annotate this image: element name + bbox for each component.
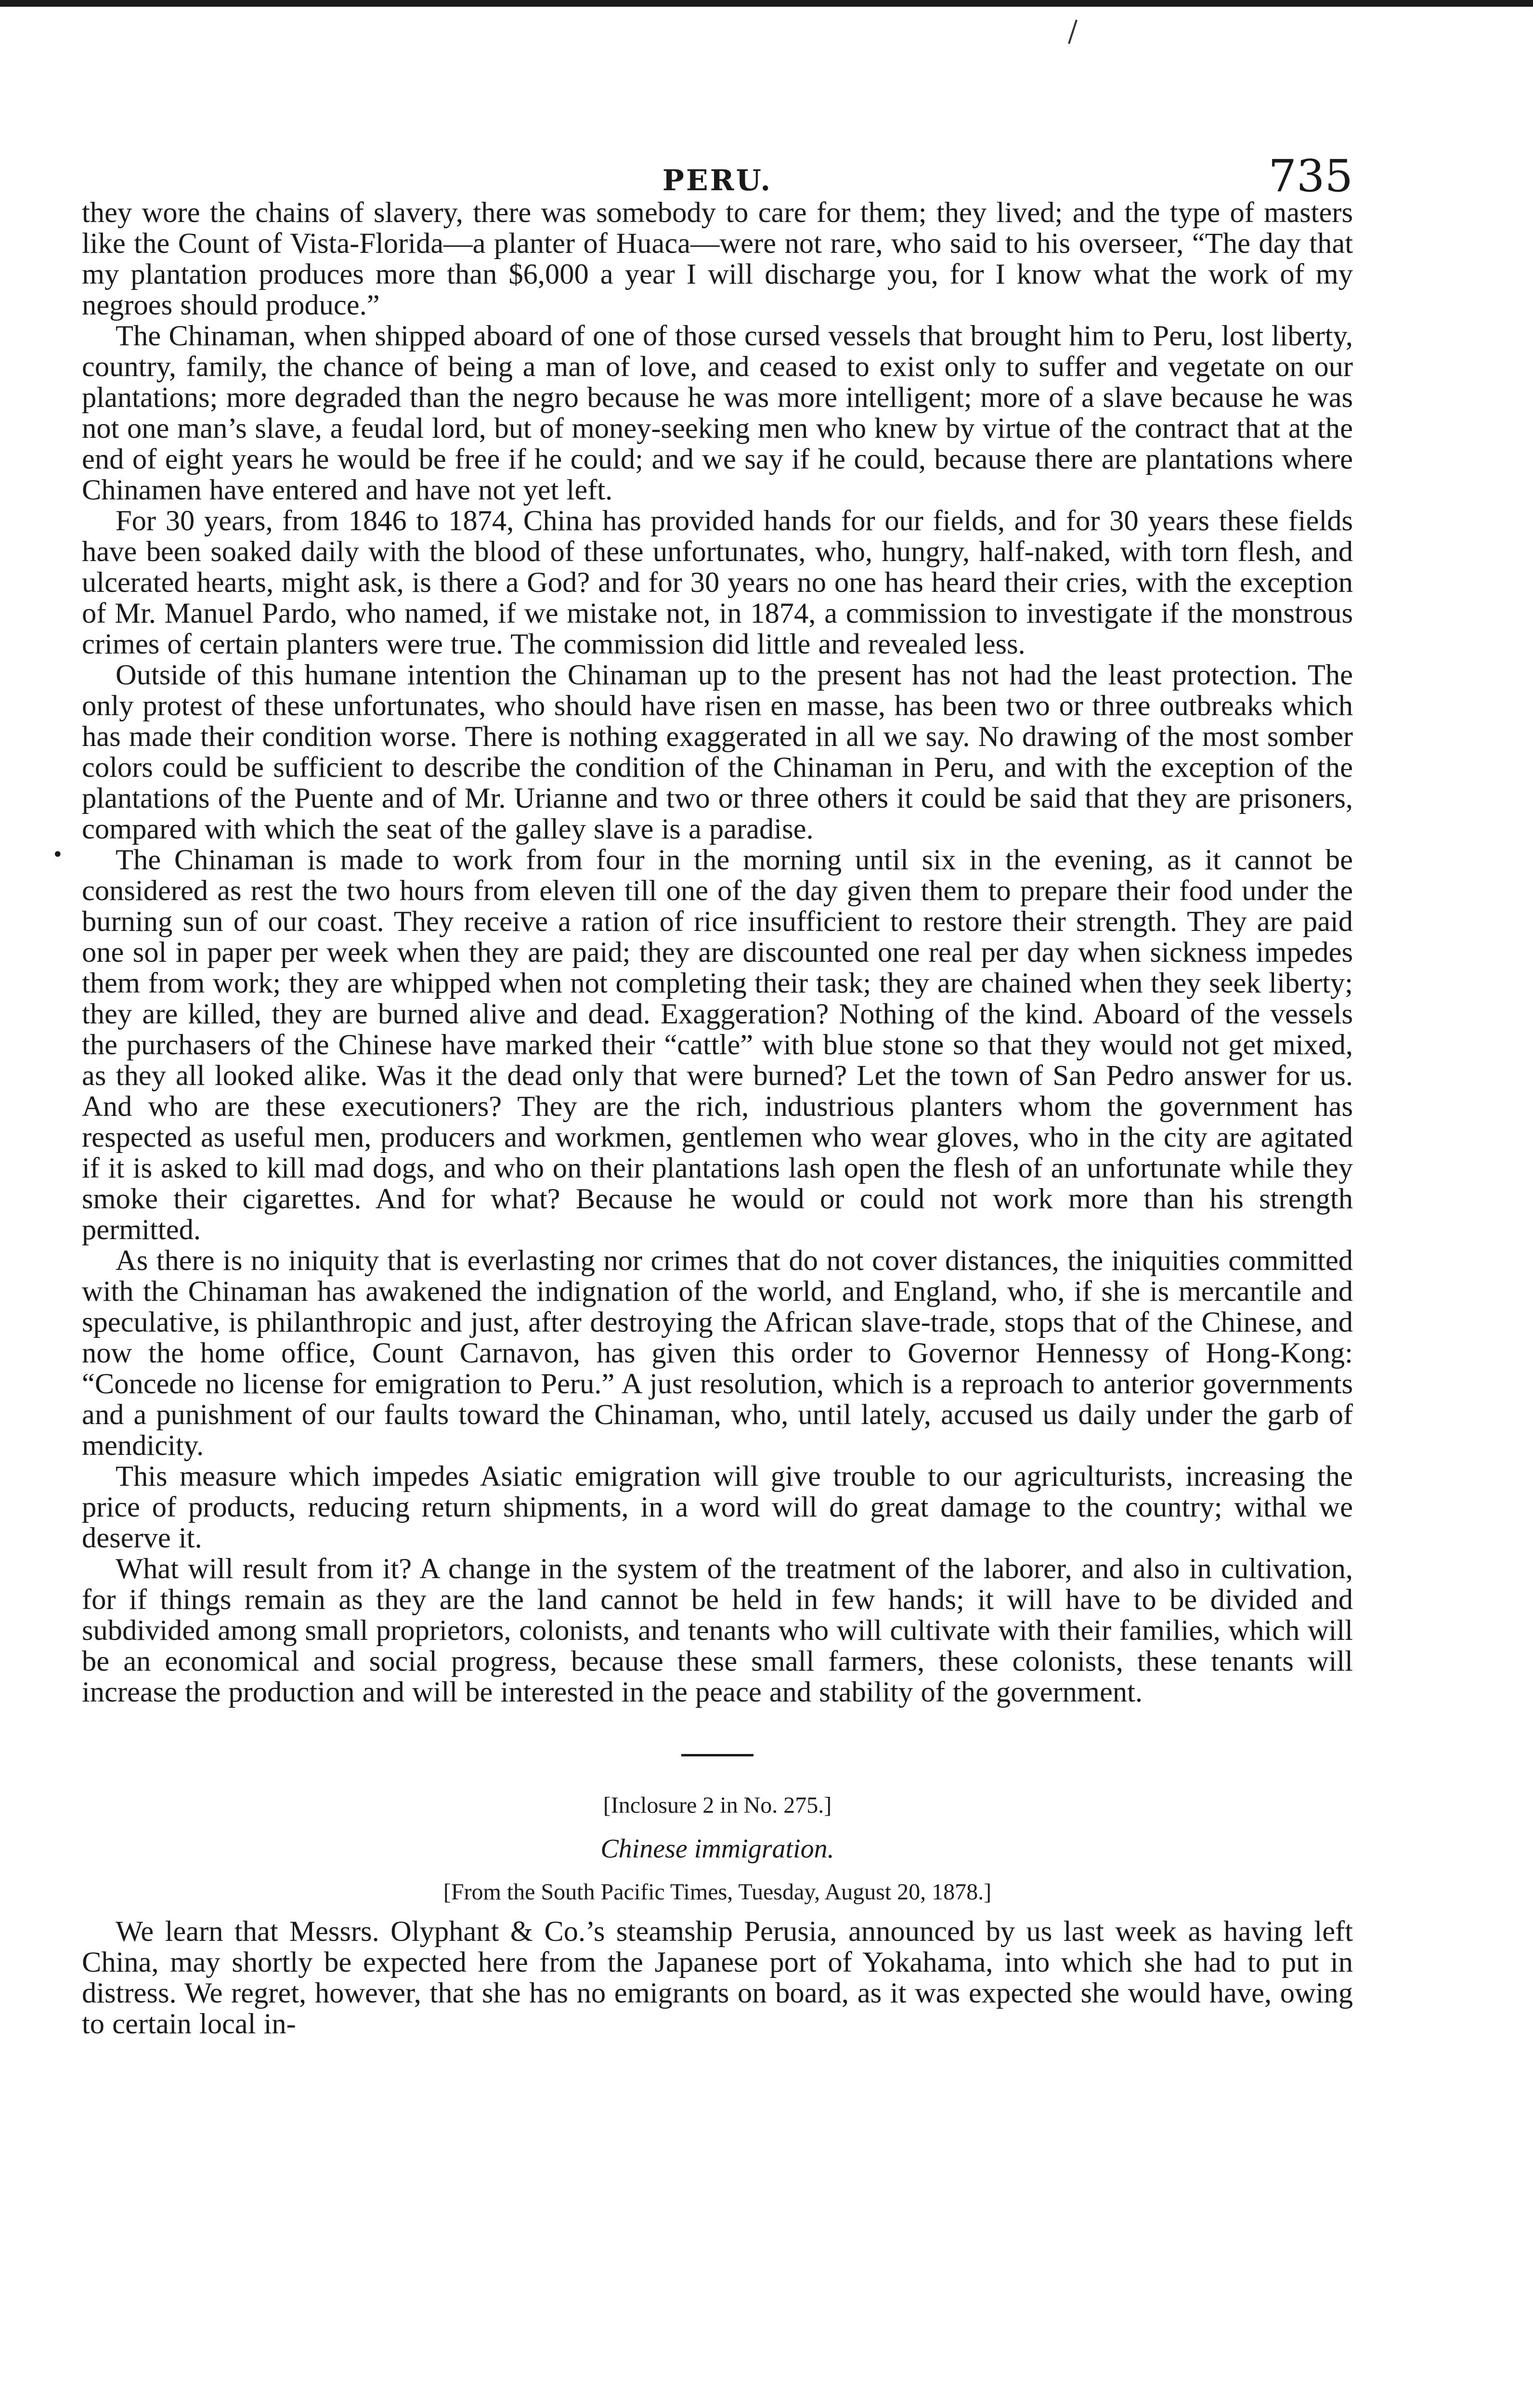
paragraph-8: What will result from it? A change in the system of the treatment of the laborer, and also in cultivation, for if things remain as they are the land cannot be held in few hands; it will have to be divided and subdivided among small proprietors, colonists, and tenants who will cultivate with their families, which will be an economical and social progress, because these small farmers, these colonists, these tenants will increase the production and will be interested in the peace and stability of the government. xyxy=(82,1553,1353,1708)
section-divider xyxy=(681,1754,754,1756)
article-text xyxy=(82,197,1353,1708)
pencil-tick-mark xyxy=(1068,20,1078,44)
page-number: 735 xyxy=(1268,150,1353,202)
paragraph-4: Outside of this humane intention the Chinaman up to the present has not had the least protection. The only protest of these unfortunates, who should have risen en masse, has been two or three outbreaks which has made their condition worse. There is nothing exaggerated in all we say. No drawing of the most somber colors could be sufficient to describe the condition of the Chinaman in Peru, and with the exception of the plantations of the Puente and of Mr. Urianne and two or three others it could be said that they are prisoners, compared with which the seat of the galley slave is a paradise. xyxy=(82,659,1353,845)
paragraph-6: As there is no iniquity that is everlasting nor crimes that do not cover distances, the iniquities committed with the Chinaman has awakened the indignation of the world, and England, who, if she is mercantile and speculative, is philanthropic and just, after destroying the African slave-trade, stops that of the Chinese, and now the home office, Count Carnavon, has given this order to Governor Hennessy of Hong-Kong: “Concede no license for emigration to Peru.” A just resolution, which is a reproach to anterior governments and a punishment of our faults toward the Chinaman, who, until lately, accused us daily under the garb of mendicity. xyxy=(82,1244,1353,1462)
paragraph-1: they wore the chains of slavery, there was somebody to care for them; they lived; and the type of masters like the Count of Vista-Florida—a planter of Huaca—were not rare, who said to his overseer, “The day that my plantation produces more than $6,000 a year I will discharge you, for I know what the work of my negroes should produce.” xyxy=(82,196,1353,321)
page-body xyxy=(82,120,1353,2040)
running-title: PERU. xyxy=(662,164,773,197)
enclosure-paragraph: We learn that Messrs. Olyphant & Co.’s steamship Perusia, announced by us last week as having left China, may shortly be expected here from the Japanese port of Yokahama, into which she had to put in distress. We regret, however, that she has no emigrants on board, as it was expected she would have, owing to certain local in- xyxy=(82,1915,1353,2040)
top-edge-rule xyxy=(0,0,1533,7)
running-head xyxy=(82,120,1353,202)
enclosure-text xyxy=(82,1916,1353,2040)
paragraph-3: For 30 years, from 1846 to 1874, China has provided hands for our fields, and for 30 years these fields have been soaked daily with the blood of these unfortunates, who, hungry, half-naked, with torn flesh, and ulcerated hearts, might ask, is there a God? and for 30 years no one has heard their cries, with the exception of Mr. Manuel Pardo, who named, if we mistake not, in 1874, a commission to investigate if the monstrous crimes of certain planters were true. The commission did little and revealed less. xyxy=(82,505,1353,660)
enclosure-source: [From the South Pacific Times, Tuesday, August 20, 1878.] xyxy=(443,1879,992,1905)
enclosure-title: Chinese immigration. xyxy=(600,1834,834,1864)
paragraph-2: The Chinaman, when shipped aboard of one of those cursed vessels that brought him to Peru, lost liberty, country, family, the chance of being a man of love, and ceased to exist only to suffer and vegetate on our plantations; more degraded than the negro because he was more intelligent; more of a slave because he was not one man’s slave, a feudal lord, but of money-seeking men who knew by virtue of the contract that at the end of eight years he would be free if he could; and we say if he could, because there are plantations where Chinamen have entered and have not yet left. xyxy=(82,320,1353,506)
margin-dot: • xyxy=(52,844,64,866)
paragraph-7: This measure which impedes Asiatic emigration will give trouble to our agriculturists, increasing the price of products, reducing return shipments, in a word will do great damage to the country; withal we deserve it. xyxy=(82,1460,1353,1554)
enclosure-label: [Inclosure 2 in No. 275.] xyxy=(603,1793,832,1818)
paragraph-5: The Chinaman is made to work from four in the morning until six in the evening, as it cannot be considered as rest the two hours from eleven till one of the day given them to prepare their food under the burning sun of our coast. They receive a ration of rice insufficient to restore their strength. They are paid one sol in paper per week when they are paid; they are discounted one real per day when sickness impedes them from work; they are whipped when not completing their task; they are chained when they seek liberty; they are killed, they are burned alive and dead. Exaggeration? Nothing of the kind. Aboard of the vessels the purchasers of the Chinese have marked their “cattle” with blue stone so that they would not get mixed, as they all looked alike. Was it the dead only that were burned? Let the town of San Pedro answer for us. And who are these executioners? They are the rich, industrious planters whom the government has respected as useful men, producers and workmen, gentlemen who wear gloves, who in the city are agitated if it is asked to kill mad dogs, and who on their plantations lash open the flesh of an unfortunate while they smoke their cigarettes. And for what? Because he would or could not work more than his strength permitted. xyxy=(82,844,1353,1246)
